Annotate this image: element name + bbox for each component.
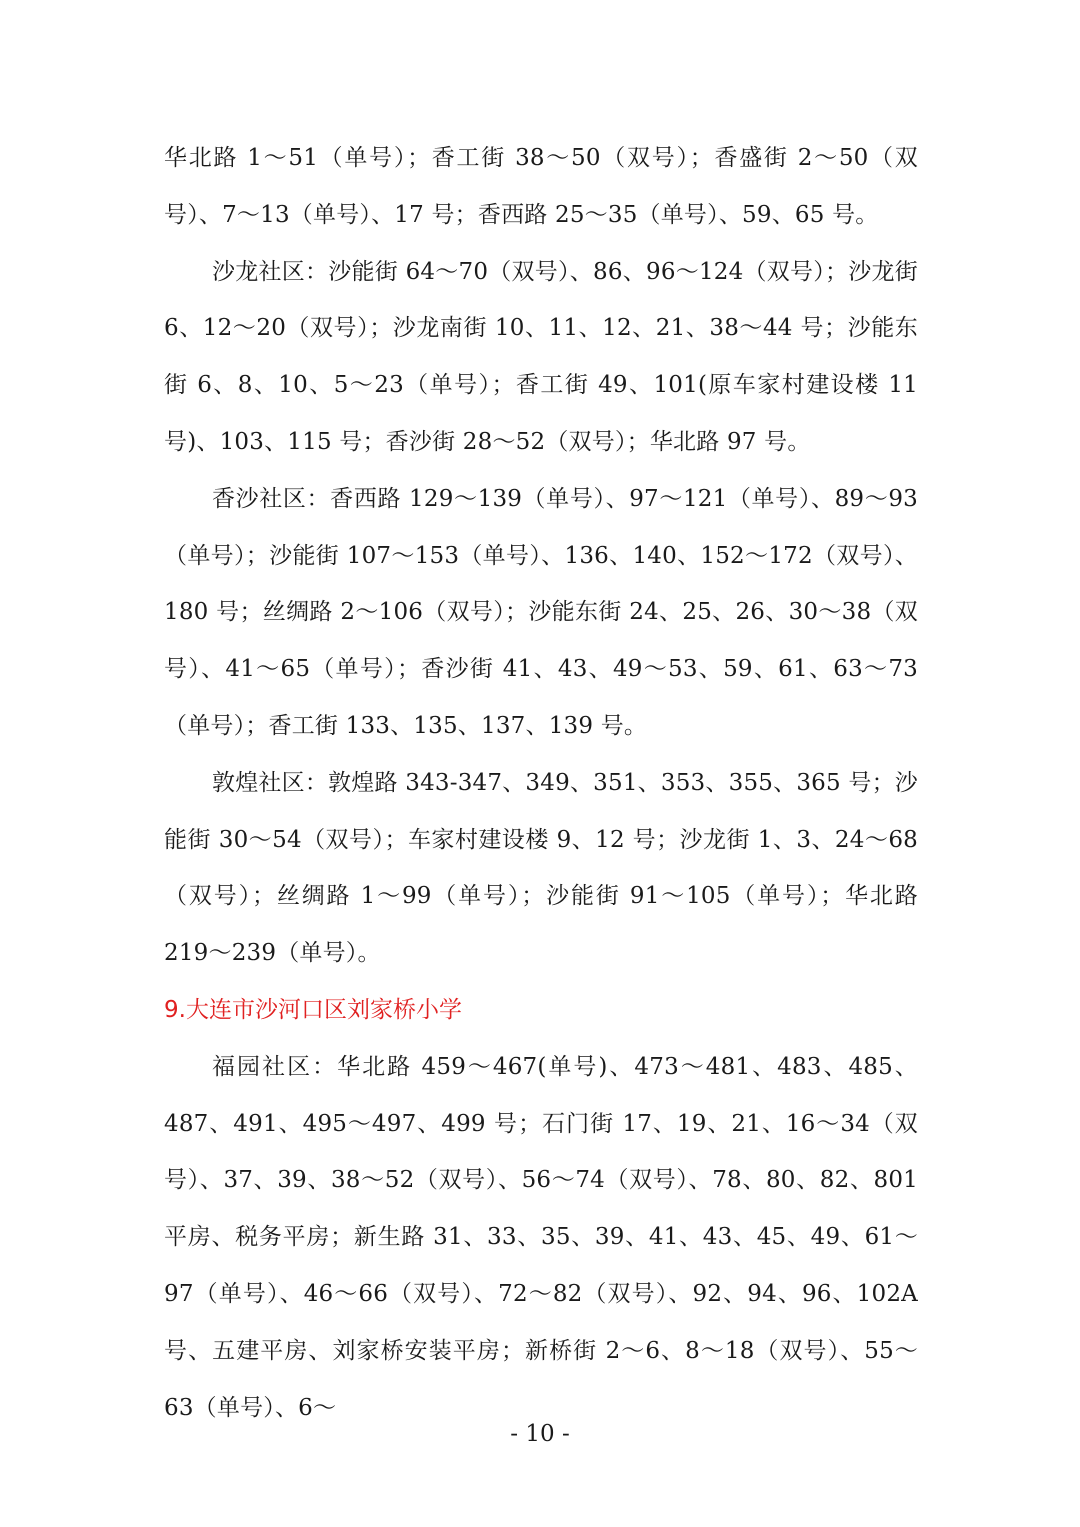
paragraph-shalong-community: 沙龙社区：沙能街 64～70（双号）、86、96～124（双号）；沙龙街 6、12～20（双号）；沙龙南街 10、11、12、21、38～44 号；沙能东街 6、8、10、5～23（单号）；香工街 49、101(原车家村建设楼 11号)、103、115 号；香沙街 28～52（双号）；华北路 97 号。	[164, 258, 918, 455]
paragraph-fuyuan-community: 福园社区：华北路 459～467(单号)、473～481、483、485、487、491、495～497、499 号；石门街 17、19、21、16～34（双号）、37、39、38～52（双号）、56～74（双号）、78、80、82、801 平房、税务平房；新生路 31、33、35、39、41、43、45、49、61～97（单号）、46～66（双号）、72～82（双号）、92、94、96、102A 号、五建平房、刘家桥安装平房；新桥街 2～6、8～18（双号）、55～63（单号）、6～	[164, 1053, 918, 1421]
section-heading-liujiaqiao-school: 9.大连市沙河口区刘家桥小学	[164, 996, 462, 1023]
document-body	[164, 130, 918, 1436]
paragraph-xiangsha-community: 香沙社区：香西路 129～139（单号）、97～121（单号）、89～93（单号）；沙能街 107～153（单号）、136、140、152～172（双号）、180 号；丝绸路 2～106（双号）；沙能东街 24、25、26、30～38（双号）、41～65（单号）；香沙街 41、43、49～53、59、61、63～73（单号）；香工街 133、135、137、139 号。	[164, 485, 918, 739]
page-number: - 10 -	[510, 1421, 570, 1447]
paragraph-dunhuang-community: 敦煌社区：敦煌路 343-347、349、351、353、355、365 号；沙能街 30～54（双号）；车家村建设楼 9、12 号；沙龙街 1、3、24～68（双号）；丝绸路 1～99（单号）；沙能街 91～105（单号）；华北路 219～239（单号）。	[164, 769, 918, 967]
paragraph-huabei-road: 华北路 1～51（单号）；香工街 38～50（双号）；香盛街 2～50（双号）、7～13（单号）、17 号；香西路 25～35（单号）、59、65 号。	[164, 145, 918, 228]
